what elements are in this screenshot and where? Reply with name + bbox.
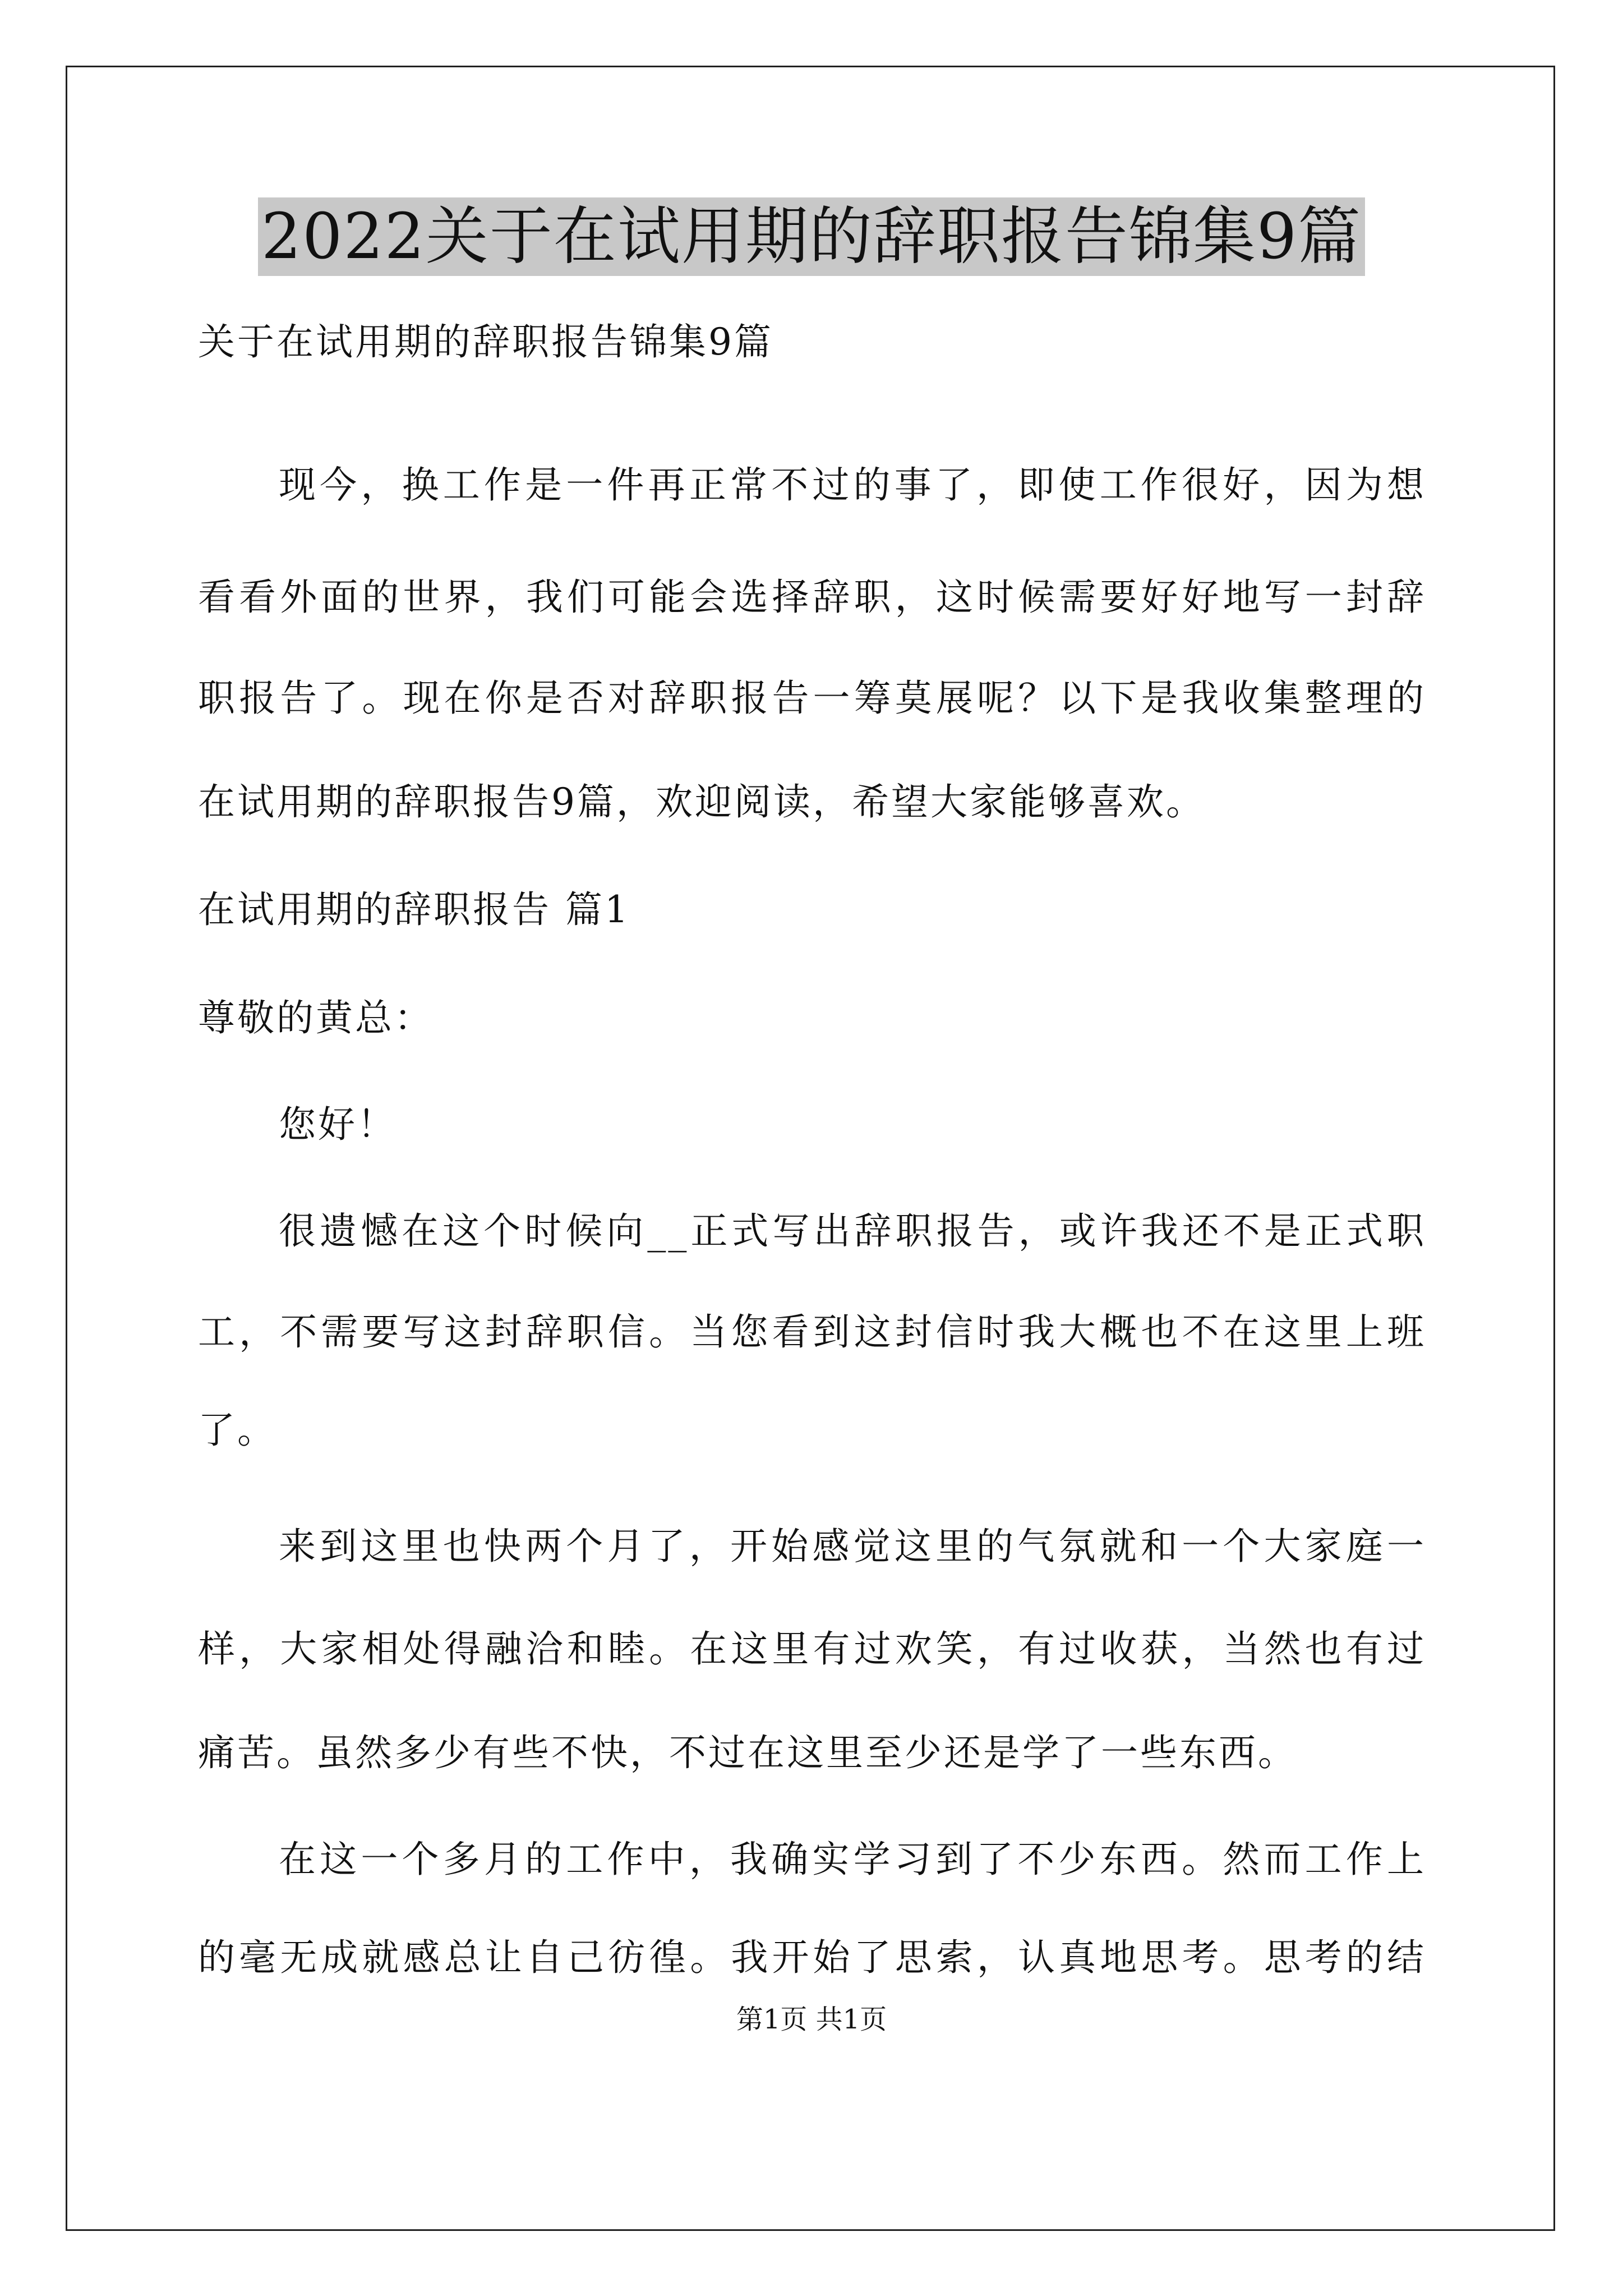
greeting: 您好！ (279, 1103, 396, 1146)
page-footer: 第1页 共1页 (736, 2004, 887, 2035)
subtitle-line: 关于在试用期的辞职报告锦集9篇 (198, 320, 773, 364)
paragraph-line: 来到这里也快两个月了，开始感觉这里的气氛就和一个大家庭一 (279, 1525, 1426, 1568)
paragraph-line: 在这一个多月的工作中，我确实学习到了不少东西。然而工作上 (279, 1838, 1426, 1881)
paragraph-line: 看看外面的世界，我们可能会选择辞职，这时候需要好好地写一封辞 (198, 576, 1426, 619)
paragraph-line: 很遗憾在这个时候向__正式写出辞职报告，或许我还不是正式职 (279, 1209, 1426, 1253)
paragraph-line: 工，不需要写这封辞职信。当您看到这封信时我大概也不在这里上班 (198, 1310, 1426, 1354)
salutation: 尊敬的黄总： (198, 996, 434, 1039)
title-container (0, 197, 1623, 276)
document-title: 2022关于在试用期的辞职报告锦集9篇 (258, 197, 1365, 276)
paragraph-line: 痛苦。虽然多少有些不快，不过在这里至少还是学了一些东西。 (198, 1731, 1297, 1774)
paragraph-line: 样，大家相处得融洽和睦。在这里有过欢笑，有过收获，当然也有过 (198, 1627, 1426, 1671)
paragraph-line: 在试用期的辞职报告9篇，欢迎阅读，希望大家能够喜欢。 (198, 780, 1205, 823)
paragraph-line: 现今，换工作是一件再正常不过的事了，即使工作很好，因为想 (279, 463, 1426, 507)
paragraph-line: 职报告了。现在你是否对辞职报告一筹莫展呢？以下是我收集整理的 (198, 677, 1426, 720)
paragraph-line: 了。 (198, 1409, 276, 1452)
section-heading: 在试用期的辞职报告 篇1 (198, 888, 630, 931)
paragraph-line: 的毫无成就感总让自己彷徨。我开始了思索，认真地思考。思考的结 (198, 1936, 1426, 1979)
